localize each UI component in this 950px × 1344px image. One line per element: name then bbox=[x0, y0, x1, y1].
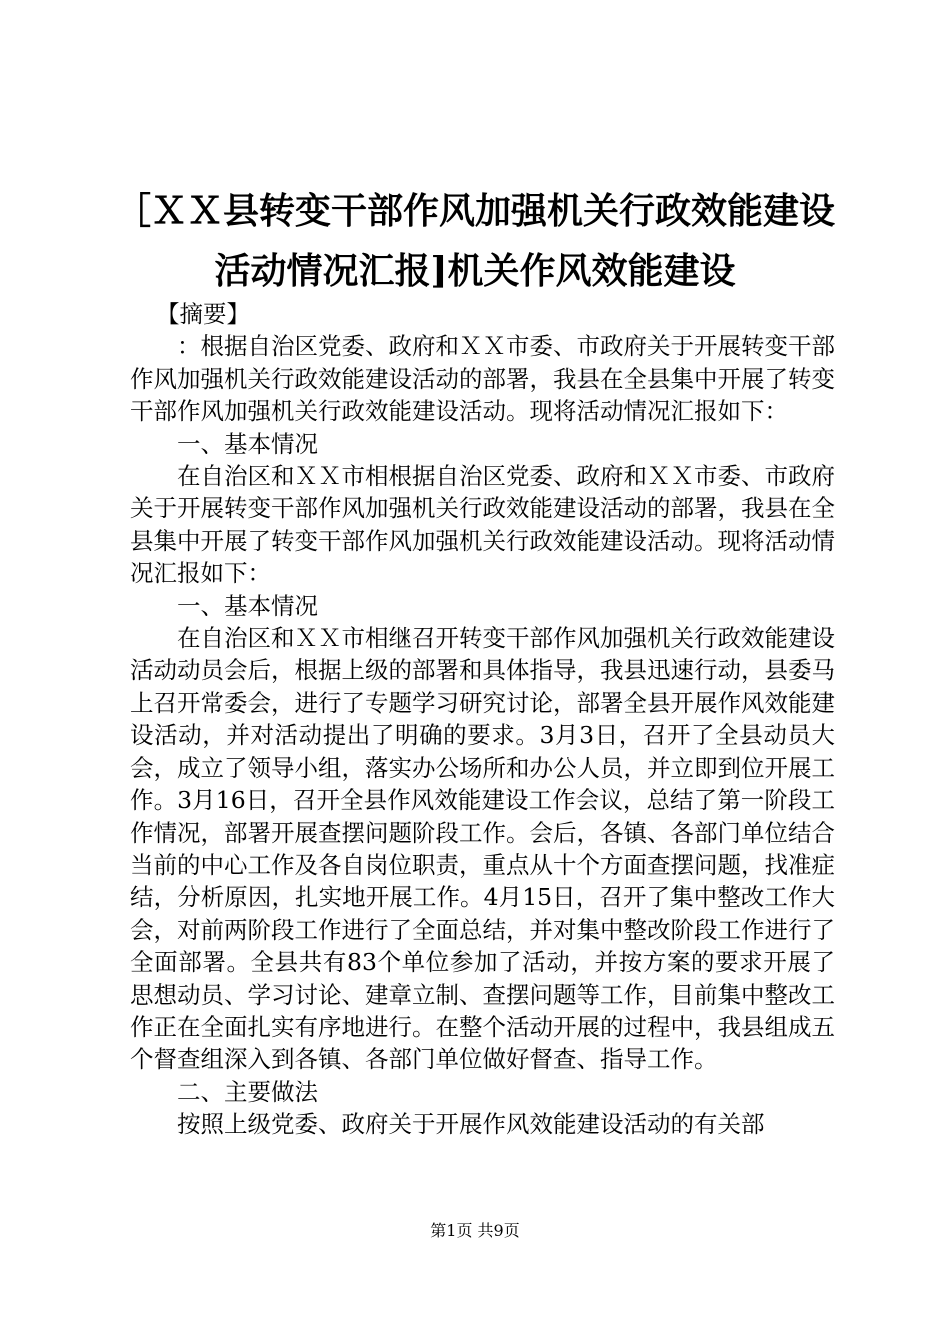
page-footer: 第1页 共9页 bbox=[430, 1221, 520, 1240]
body-paragraph: 按照上级党委、政府关于开展作风效能建设活动的有关部 bbox=[177, 1110, 765, 1139]
document-body bbox=[130, 298, 835, 1141]
body-paragraph: 在自治区和ＸＸ市相继召开转变干部作风加强机关行政效能建设活动动员会后，根据上级的部署和具体指导，我县迅速行动，县委马上召开常委会，进行了专题学习研究讨论，部署全县开展作风效能建设活动，并对活动提出了明确的要求。3月3日，召开了全县动员大会，成立了领导小组，落实办公场所和办公人员，并立即到位开展工作。3月16日，召开全县作风效能建设工作会议，总结了第一阶段工作情况，部署开展查摆问题阶段工作。会后，各镇、各部门单位结合当前的中心工作及各自岗位职责，重点从十个方面查摆问题，找准症结，分析原因，扎实地开展工作。4月15日，召开了集中整改工作大会，对前两阶段工作进行了全面总结，并对集中整改阶段工作进行了全面部署。全县共有83个单位参加了活动，并按方案的要求开展了思想动员、学习讨论、建章立制、查摆问题等工作，目前集中整改工作正在全面扎实有序地进行。在整个活动开展的过程中，我县组成五个督查组深入到各镇、各部门单位做好督查、指导工作。 bbox=[130, 624, 835, 1074]
abstract-label: 【摘要】 bbox=[156, 300, 250, 328]
body-paragraph: 在自治区和ＸＸ市相根据自治区党委、政府和ＸＸ市委、市政府关于开展转变干部作风加强机关行政效能建设活动的部署，我县在全县集中开展了转变干部作风加强机关行政效能建设活动。现将活动情况汇报如下： bbox=[130, 462, 835, 588]
section-heading-basic-situation-repeat: 一、基本情况 bbox=[177, 591, 318, 620]
document-title-line-2: 活动情况汇报]机关作风效能建设 bbox=[214, 250, 736, 292]
section-heading-main-practices: 二、主要做法 bbox=[177, 1077, 318, 1106]
document-title-line-1: ［ＸＸ县转变干部作风加强机关行政效能建设 bbox=[114, 190, 835, 232]
section-heading-basic-situation: 一、基本情况 bbox=[177, 429, 318, 458]
abstract-paragraph: ：根据自治区党委、政府和ＸＸ市委、市政府关于开展转变干部作风加强机关行政效能建设活动的部署，我县在全县集中开展了转变干部作风加强机关行政效能建设活动。现将活动情况汇报如下： bbox=[130, 332, 835, 426]
